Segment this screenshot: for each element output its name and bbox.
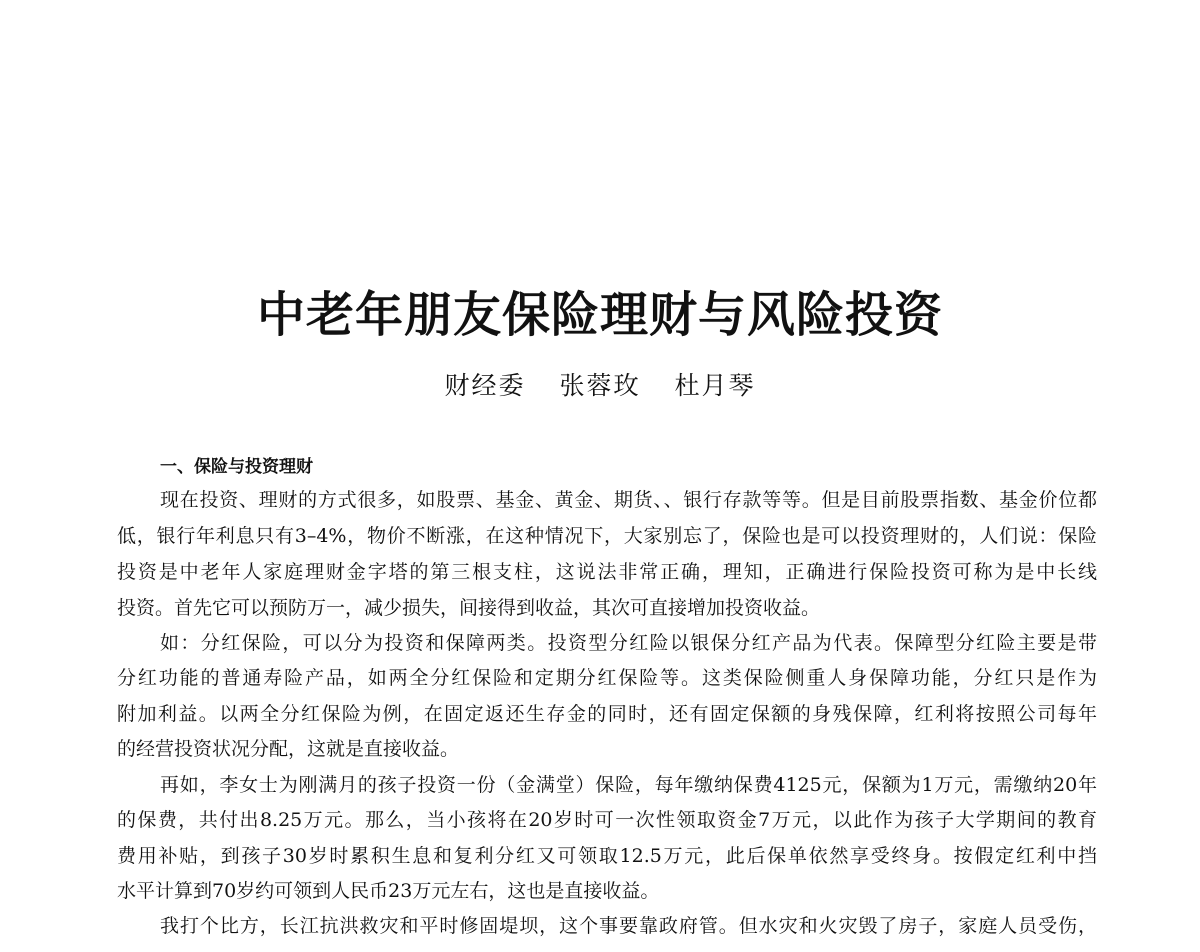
paragraph-line: 的保费，共付出8.25万元。那么，当小孩将在20岁时可一次性领取资金7万元，以此作为孩子大学期间的教育 (117, 809, 1097, 831)
paragraph-line: 附加利益。以两全分红保险为例，在固定返还生存金的同时，还有固定保额的身残保障，红利将按照公司每年 (117, 703, 1097, 725)
paragraph-line: 低，银行年利息只有3–4%，物价不断涨，在这种情况下，大家别忘了，保险也是可以投资理财的，人们说：保险 (117, 525, 1097, 547)
paragraph-line: 如：分红保险，可以分为投资和保障两类。投资型分红险以银保分红产品为代表。保障型分红险主要是带 (160, 632, 1097, 654)
author-name: 杜月琴 (674, 371, 756, 400)
paragraph-line: 的经营投资状况分配，这就是直接收益。 (117, 738, 460, 760)
paragraph-line: 现在投资、理财的方式很多，如股票、基金、黄金、期货、、银行存款等等。但是目前股票指数、基金价位都 (160, 489, 1097, 511)
paragraph-line: 我打个比方，长江抗洪救灾和平时修固堤坝，这个事要靠政府管。但水灾和火灾毁了房子，家庭人员受伤， (160, 915, 1097, 937)
paragraph-line: 再如，李女士为刚满月的孩子投资一份（金满堂）保险，每年缴纳保费4125元，保额为1万元，需缴纳20年 (160, 774, 1097, 796)
author-name: 财经委 (444, 371, 526, 400)
paragraph-line: 费用补贴，到孩子30岁时累积生息和复利分红又可领取12.5万元，此后保单依然享受终身。按假定红利中挡 (117, 845, 1097, 867)
paragraph-line: 分红功能的普通寿险产品，如两全分红保险和定期分红保险等。这类保险侧重人身保障功能，分红只是作为 (117, 667, 1097, 689)
paragraph-line: 投资。首先它可以预防万一，减少损失，间接得到收益，其次可直接增加投资收益。 (117, 597, 821, 619)
paragraph-line: 投资是中老年人家庭理财金字塔的第三根支柱，这说法非常正确，理知，正确进行保险投资可称为是中长线 (117, 561, 1097, 583)
article-title: 中老年朋友保险理财与风险投资 (256, 287, 943, 343)
author-list (0, 368, 1200, 404)
paragraph-line: 水平计算到70岁约可领到人民币23万元左右，这也是直接收益。 (117, 880, 660, 902)
section-heading: 一、保险与投资理财 (160, 457, 313, 477)
author-name: 张蓉玫 (559, 371, 641, 400)
